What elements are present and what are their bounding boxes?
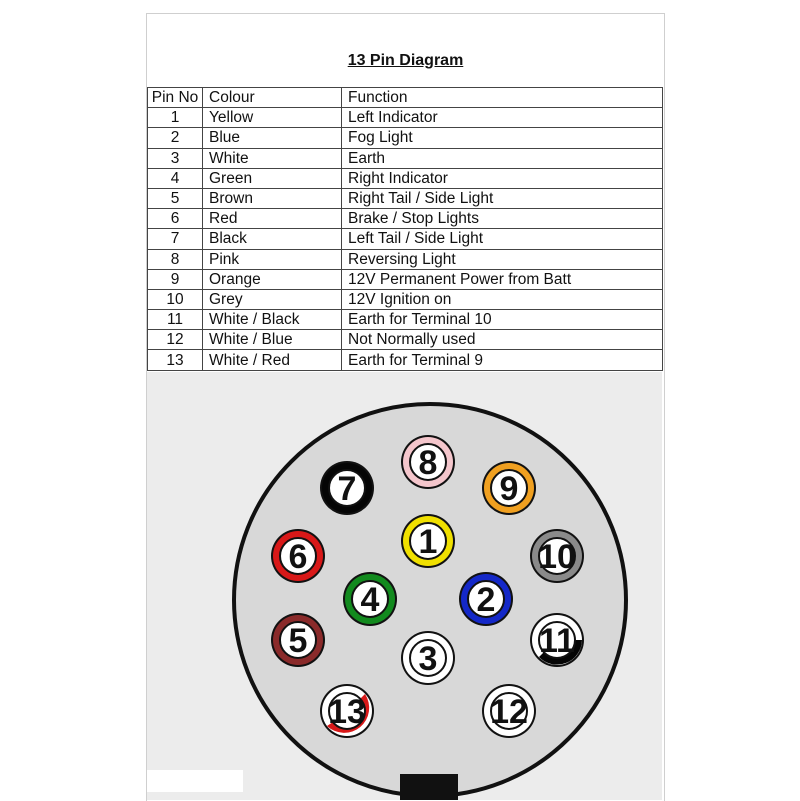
cell-function: Left Indicator bbox=[342, 108, 663, 128]
cell-colour: White / Red bbox=[203, 350, 342, 370]
cell-colour: Brown bbox=[203, 188, 342, 208]
cell-colour: Pink bbox=[203, 249, 342, 269]
header-pin-no: Pin No bbox=[148, 88, 203, 108]
cell-colour: White / Black bbox=[203, 310, 342, 330]
pin-8 bbox=[401, 435, 455, 489]
cell-colour: Yellow bbox=[203, 108, 342, 128]
connector-key-notch bbox=[400, 774, 458, 800]
pin-11-label: 11 bbox=[539, 622, 575, 660]
cell-pin-no: 4 bbox=[148, 168, 203, 188]
cell-pin-no: 13 bbox=[148, 350, 203, 370]
cell-pin-no: 7 bbox=[148, 229, 203, 249]
pin-6-label: 6 bbox=[288, 538, 308, 576]
pin-9 bbox=[482, 461, 536, 515]
cell-function: Right Tail / Side Light bbox=[342, 188, 663, 208]
cell-pin-no: 2 bbox=[148, 128, 203, 148]
cell-function: 12V Ignition on bbox=[342, 289, 663, 309]
cell-colour: Black bbox=[203, 229, 342, 249]
cell-colour: Red bbox=[203, 209, 342, 229]
pin-12 bbox=[482, 684, 536, 738]
cell-pin-no: 1 bbox=[148, 108, 203, 128]
pin-5 bbox=[271, 613, 325, 667]
pin-7-label: 7 bbox=[337, 470, 357, 508]
cell-colour: Grey bbox=[203, 289, 342, 309]
cell-function: Right Indicator bbox=[342, 168, 663, 188]
pin-10-label: 10 bbox=[538, 538, 576, 576]
header-colour: Colour bbox=[203, 88, 342, 108]
pin-12-label: 12 bbox=[490, 693, 528, 731]
page-title: 13 Pin Diagram bbox=[347, 52, 464, 69]
cell-colour: Orange bbox=[203, 269, 342, 289]
cell-pin-no: 3 bbox=[148, 148, 203, 168]
pin-2 bbox=[459, 572, 513, 626]
pin-13 bbox=[320, 684, 374, 738]
cell-function: Not Normally used bbox=[342, 330, 663, 350]
pin-10 bbox=[530, 529, 584, 583]
cell-colour: White / Blue bbox=[203, 330, 342, 350]
pin-7 bbox=[320, 461, 374, 515]
pin-6 bbox=[271, 529, 325, 583]
pin-3-label: 3 bbox=[418, 640, 438, 678]
cell-pin-no: 8 bbox=[148, 249, 203, 269]
cell-function: Brake / Stop Lights bbox=[342, 209, 663, 229]
pin-8-label: 8 bbox=[418, 444, 438, 482]
pin-3 bbox=[401, 631, 455, 685]
cell-pin-no: 12 bbox=[148, 330, 203, 350]
pin-5-label: 5 bbox=[288, 622, 308, 660]
cell-function: Left Tail / Side Light bbox=[342, 229, 663, 249]
pin-4-label: 4 bbox=[360, 581, 380, 619]
cell-pin-no: 6 bbox=[148, 209, 203, 229]
pin-1-label: 1 bbox=[418, 523, 438, 561]
cell-colour: Green bbox=[203, 168, 342, 188]
cell-function: Earth for Terminal 10 bbox=[342, 310, 663, 330]
pin-1 bbox=[401, 514, 455, 568]
cell-function: Earth bbox=[342, 148, 663, 168]
cell-function: 12V Permanent Power from Batt bbox=[342, 269, 663, 289]
pin-2-label: 2 bbox=[476, 581, 496, 619]
cell-pin-no: 9 bbox=[148, 269, 203, 289]
cell-function: Earth for Terminal 9 bbox=[342, 350, 663, 370]
cell-pin-no: 10 bbox=[148, 289, 203, 309]
cell-function: Reversing Light bbox=[342, 249, 663, 269]
pin-13-label: 13 bbox=[328, 693, 366, 731]
cell-colour: White bbox=[203, 148, 342, 168]
pin-4 bbox=[343, 572, 397, 626]
pin-9-label: 9 bbox=[499, 470, 519, 508]
cell-colour: Blue bbox=[203, 128, 342, 148]
pin-11 bbox=[530, 613, 584, 667]
cell-function: Fog Light bbox=[342, 128, 663, 148]
cell-pin-no: 5 bbox=[148, 188, 203, 208]
cell-pin-no: 11 bbox=[148, 310, 203, 330]
header-function: Function bbox=[342, 88, 663, 108]
